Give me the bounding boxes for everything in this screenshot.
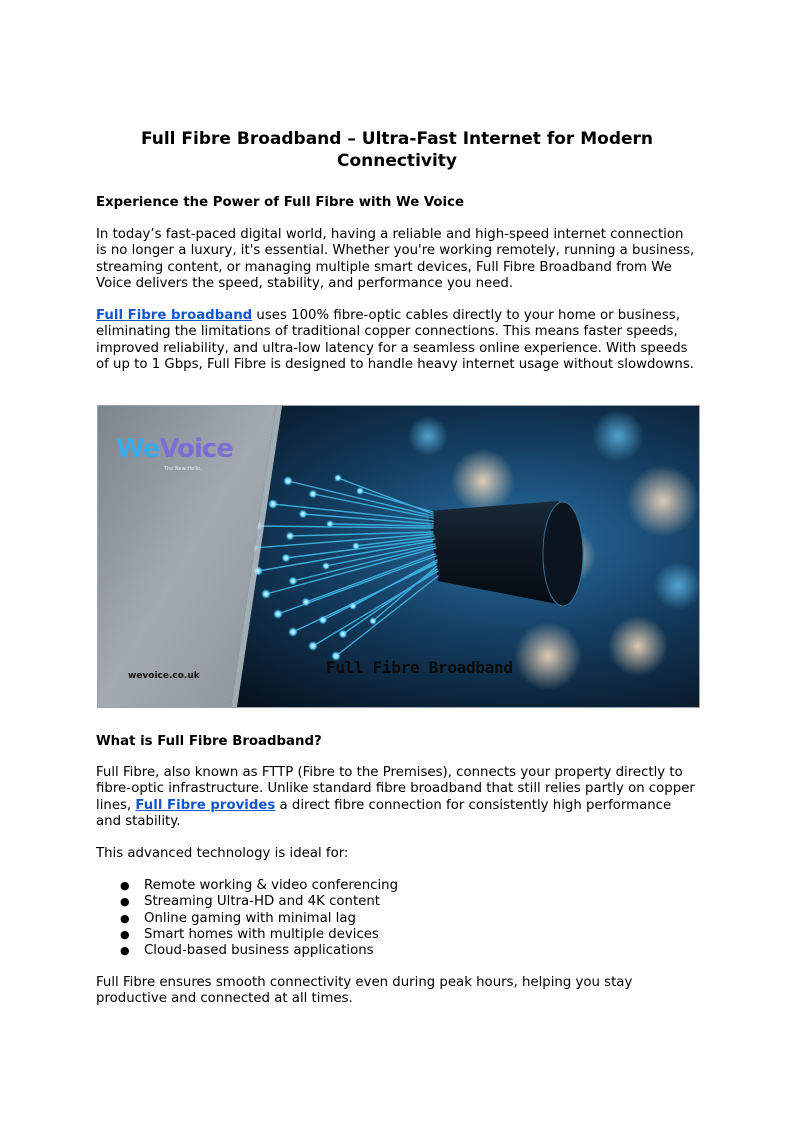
page-title-line-2: Connectivity — [336, 151, 458, 171]
ideal-for-intro: This advanced technology is ideal for: — [96, 846, 349, 861]
page-title-line-1: Full Fibre Broadband – Ultra-Fast Internet for Modern — [140, 129, 654, 149]
list-item — [96, 911, 398, 927]
bullet-icon: ● — [120, 927, 130, 941]
wevoice-logo — [116, 434, 233, 472]
section-heading-experience: Experience the Power of Full Fibre with We Voice — [96, 195, 465, 210]
bullet-icon: ● — [120, 895, 130, 909]
image-caption: Full Fibre Broadband — [326, 658, 513, 677]
use-case-list — [96, 878, 398, 959]
logo-voice-text: Voice — [159, 434, 233, 464]
list-item — [96, 943, 398, 959]
list-item-text: Remote working & video conferencing — [144, 878, 399, 893]
list-item-text: Cloud-based business applications — [144, 943, 374, 959]
fttp-paragraph-text-b: a direct fibre connection for consistently high performance and stability. — [96, 797, 672, 829]
list-item-text: Streaming Ultra-HD and 4K content — [144, 894, 380, 910]
bullet-icon: ● — [120, 944, 130, 958]
list-item-text: Smart homes with multiple devices — [144, 926, 379, 942]
list-item — [96, 894, 398, 910]
intro-paragraph: In today’s fast-paced digital world, having a reliable and high-speed internet connection is no longer a luxury, it's essential. Whether you're working remotely, running a business, streaming content, or managing multiple smart devices, Full Fibre Broadband from We Voice delivers the speed, stability, and performance you need. — [96, 227, 695, 291]
full-fibre-paragraph-text: uses 100% fibre-optic cables directly to your home or business, eliminating the limitations of traditional copper connections. This means faster speeds, improved reliability, and ultra-low latency for a seamless online experience. With speeds of up to 1 Gbps, Full Fibre is designed to handle heavy internet usage without slowdowns. — [96, 308, 695, 372]
full-fibre-hero-image — [97, 405, 700, 708]
logo-tagline: The New Hello. — [164, 466, 202, 472]
full-fibre-broadband-link[interactable]: Full Fibre broadband — [96, 308, 253, 323]
section-heading-what-is: What is Full Fibre Broadband? — [96, 734, 322, 749]
full-fibre-paragraph — [96, 308, 698, 373]
fttp-paragraph-text-a: Full Fibre, also known as FTTP (Fibre to the Premises), connects your property directly to fibre-optic infrastructure. Unlike standard fibre broadband that still relies partly on copper lines, — [96, 765, 695, 813]
list-item — [96, 878, 398, 894]
bullet-icon: ● — [120, 911, 130, 925]
logo-we-text: We — [116, 434, 160, 464]
fttp-paragraph — [96, 765, 698, 830]
bullet-icon: ● — [120, 879, 130, 892]
list-item-text: Online gaming with minimal lag — [144, 910, 356, 926]
full-fibre-provides-link[interactable]: Full Fibre provides — [135, 797, 276, 813]
closing-paragraph: Full Fibre ensures smooth connectivity even during peak hours, helping you stay productive and connected at all times. — [96, 975, 633, 1007]
image-website-url: wevoice.co.uk — [128, 671, 200, 681]
list-item — [96, 927, 398, 943]
page-title — [96, 128, 698, 172]
